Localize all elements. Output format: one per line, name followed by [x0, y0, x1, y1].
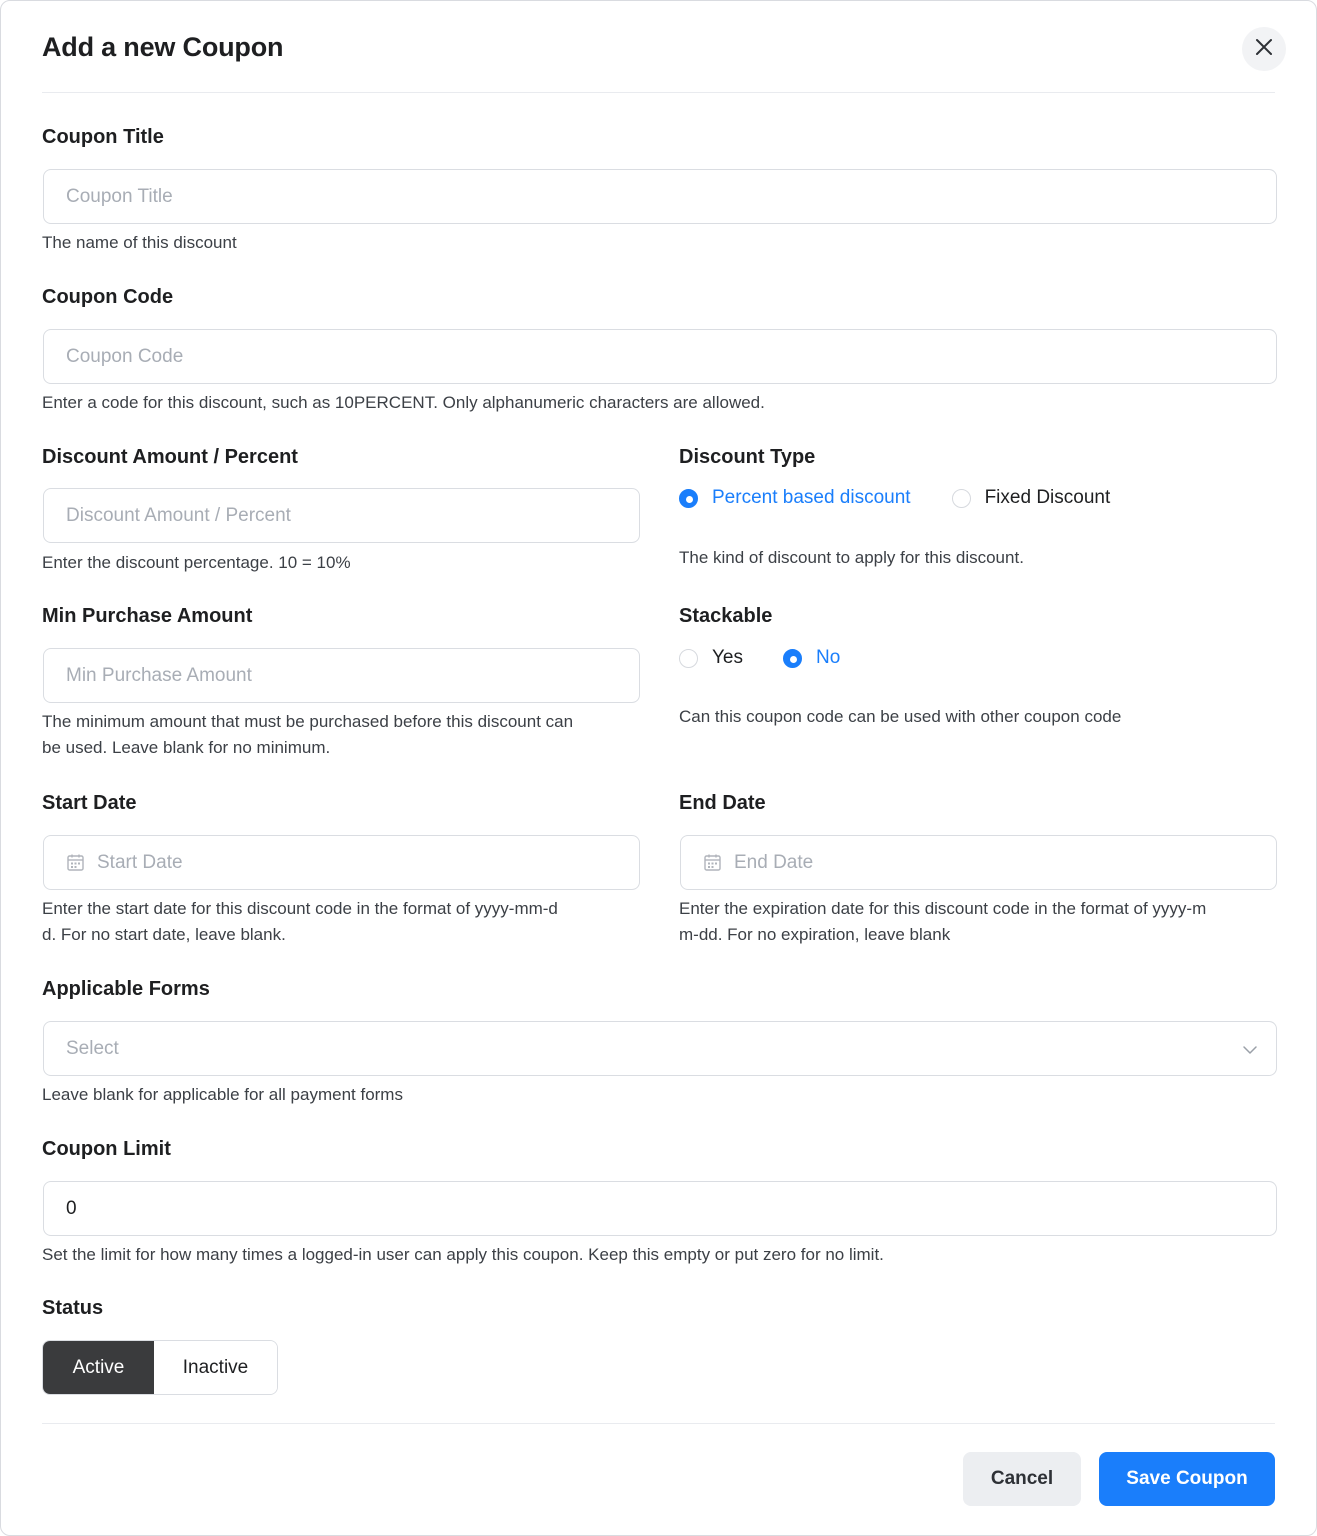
coupon-code-input[interactable]	[43, 329, 1277, 384]
radio-stackable-yes[interactable]	[679, 647, 743, 669]
discount-amount-label: Discount Amount / Percent	[42, 446, 298, 468]
help-line: The minimum amount that must be purchased before this discount can	[42, 712, 574, 731]
min-purchase-label: Min Purchase Amount	[42, 605, 253, 627]
help-line: Enter the expiration date for this discount code in the format of yyyy-m	[679, 899, 1207, 918]
min-purchase-placeholder: Min Purchase Amount	[66, 664, 252, 686]
radio-percent-based-discount[interactable]	[679, 487, 911, 509]
end-date-input[interactable]	[680, 835, 1277, 890]
applicable-forms-placeholder: Select	[66, 1037, 119, 1059]
radio-label: No	[816, 647, 841, 668]
radio-stackable-no[interactable]	[783, 647, 840, 669]
calendar-icon	[703, 853, 722, 872]
applicable-forms-select[interactable]	[43, 1021, 1277, 1076]
coupon-limit-label: Coupon Limit	[42, 1138, 171, 1160]
applicable-forms-help: Leave blank for applicable for all payment forms	[42, 1085, 403, 1104]
coupon-code-help: Enter a code for this discount, such as 10PERCENT. Only alphanumeric characters are allowed.	[42, 393, 765, 412]
status-segmented-control	[42, 1340, 278, 1395]
dialog-header	[42, 29, 1275, 93]
stackable-label: Stackable	[679, 605, 773, 627]
discount-amount-input[interactable]	[43, 488, 640, 543]
chevron-down-icon	[1242, 1042, 1258, 1064]
coupon-code-placeholder: Coupon Code	[66, 345, 184, 367]
discount-type-help: The kind of discount to apply for this discount.	[679, 548, 1024, 567]
end-date-help	[679, 896, 1206, 948]
help-line: be used. Leave blank for no minimum.	[42, 738, 331, 757]
discount-amount-placeholder: Discount Amount / Percent	[66, 504, 291, 526]
cancel-button[interactable]: Cancel	[963, 1452, 1081, 1506]
save-coupon-button[interactable]: Save Coupon	[1099, 1452, 1275, 1506]
radio-dot	[679, 649, 698, 668]
dialog-title: Add a new Coupon	[42, 32, 284, 62]
stackable-radio-group	[679, 647, 840, 669]
radio-label: Yes	[712, 647, 743, 668]
radio-fixed-discount[interactable]	[952, 487, 1111, 509]
help-line: d. For no start date, leave blank.	[42, 925, 286, 944]
radio-dot	[952, 489, 971, 508]
status-label: Status	[42, 1297, 104, 1319]
discount-type-radio-group	[679, 487, 1110, 509]
coupon-limit-value: 0	[66, 1197, 77, 1219]
end-date-placeholder: End Date	[734, 851, 814, 873]
coupon-title-help: The name of this discount	[42, 233, 237, 252]
end-date-label: End Date	[679, 792, 766, 814]
start-date-label: Start Date	[42, 792, 137, 814]
coupon-title-placeholder: Coupon Title	[66, 185, 173, 207]
applicable-forms-label: Applicable Forms	[42, 978, 210, 1000]
start-date-help	[42, 896, 558, 948]
help-line: Enter the start date for this discount code in the format of yyyy-mm-d	[42, 899, 558, 918]
footer-divider	[42, 1423, 1275, 1424]
radio-label: Fixed Discount	[984, 487, 1111, 508]
radio-label: Percent based discount	[712, 487, 911, 508]
close-button[interactable]	[1242, 27, 1286, 71]
coupon-limit-input[interactable]	[43, 1181, 1277, 1236]
discount-amount-help: Enter the discount percentage. 10 = 10%	[42, 553, 351, 572]
start-date-input[interactable]	[43, 835, 640, 890]
status-inactive-option[interactable]: Inactive	[154, 1341, 277, 1394]
calendar-icon	[66, 853, 85, 872]
coupon-limit-help: Set the limit for how many times a logged-in user can apply this coupon. Keep this empty or put zero for no limit.	[42, 1245, 884, 1264]
radio-dot	[783, 649, 802, 668]
coupon-code-label: Coupon Code	[42, 286, 174, 308]
start-date-placeholder: Start Date	[97, 851, 183, 873]
min-purchase-help	[42, 709, 573, 761]
discount-type-label: Discount Type	[679, 446, 816, 468]
coupon-title-input[interactable]	[43, 169, 1277, 224]
radio-dot	[679, 489, 698, 508]
coupon-title-label: Coupon Title	[42, 126, 164, 148]
min-purchase-input[interactable]	[43, 648, 640, 703]
help-line: m-dd. For no expiration, leave blank	[679, 925, 951, 944]
stackable-help: Can this coupon code can be used with other coupon code	[679, 707, 1122, 726]
close-icon	[1254, 37, 1274, 62]
status-active-option[interactable]: Active	[43, 1341, 154, 1394]
